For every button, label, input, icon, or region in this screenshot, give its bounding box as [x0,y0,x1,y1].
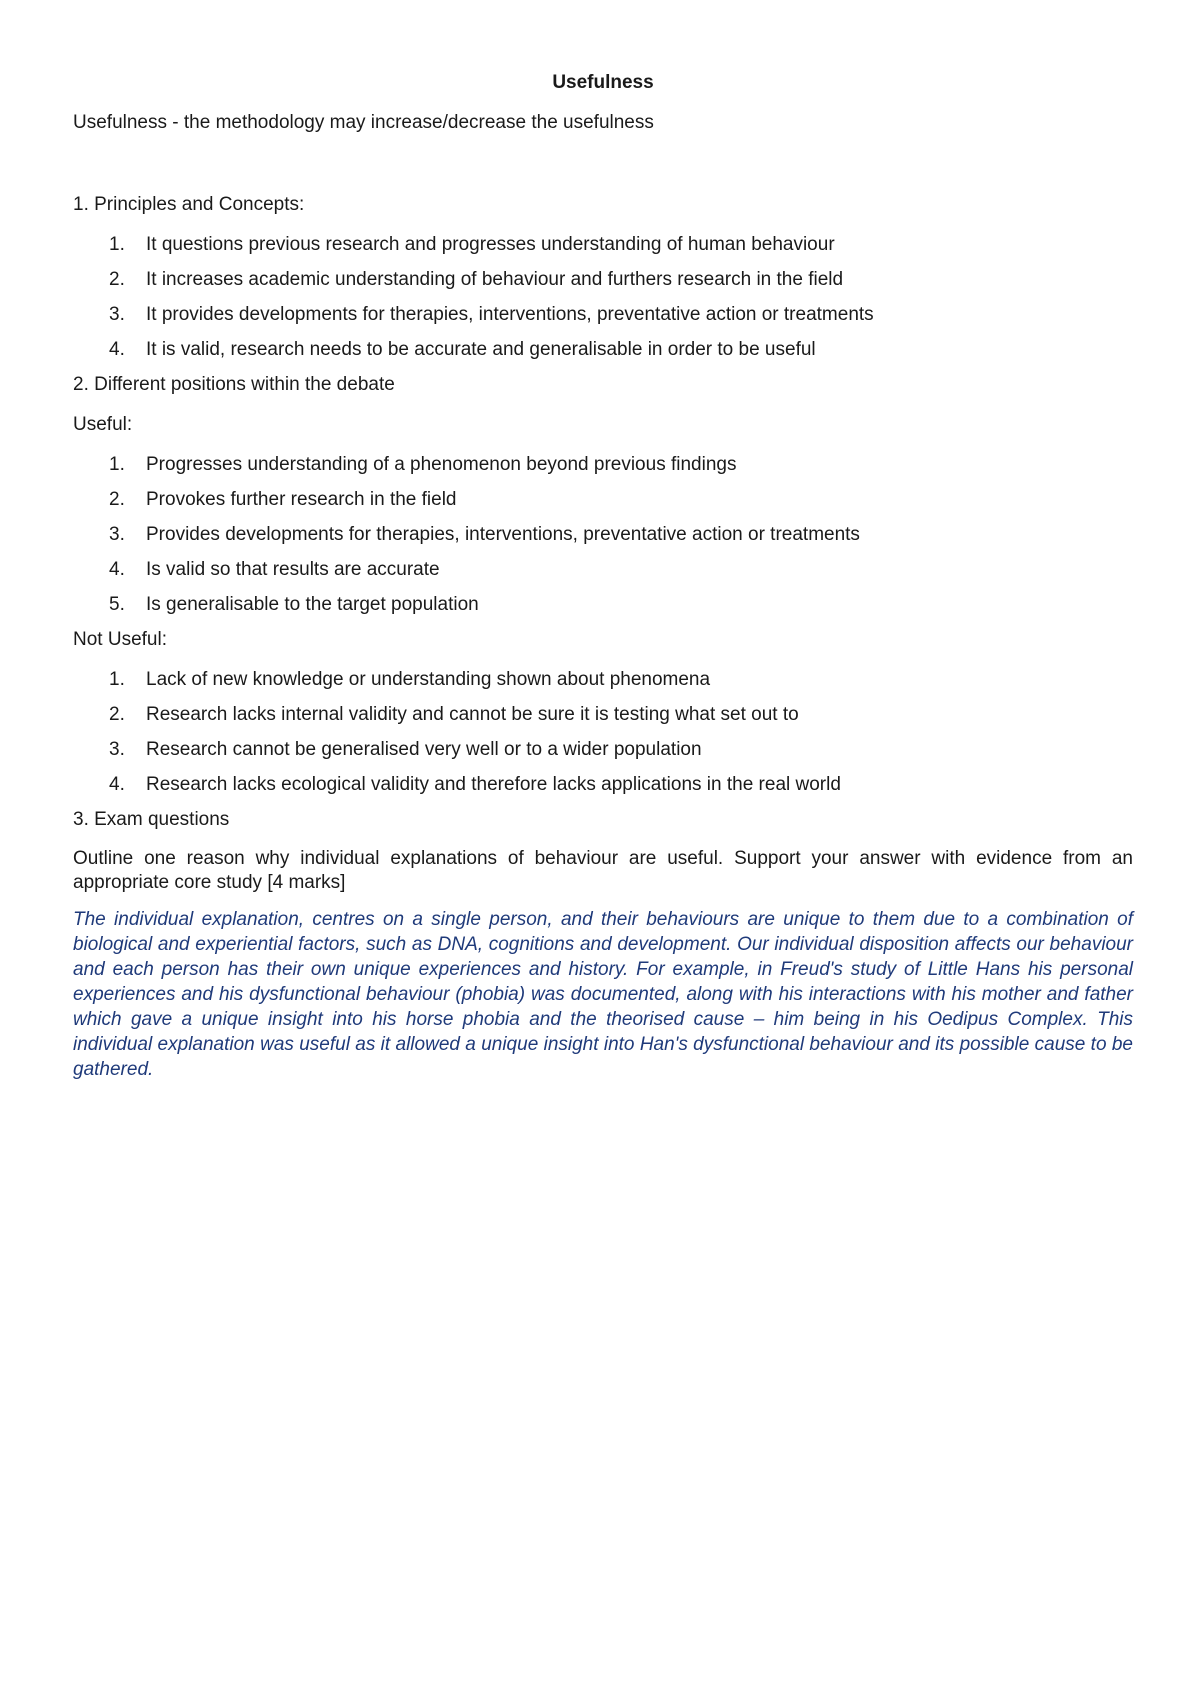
useful-label: Useful: [73,414,133,435]
list-item-text: Research lacks internal validity and cannot be sure it is testing what set out to [146,704,799,725]
exam-answer: The individual explanation, centres on a single person, and their behaviours are unique to them due to a combination of biological and experiential factors, such as DNA, cognitions and development. Our individual disposition affects our behaviour and each person has their own unique experiences and history. For example, in Freud's study of Little Hans his personal experiences and his dysfunctional behaviour (phobia) was documented, along with his interactions with his mother and father which gave a unique insight into his horse phobia and the theorised cause – him being in his Oedipus Complex. This individual explanation was useful as it allowed a unique insight into Han's dysfunctional behaviour and its possible cause to be gathered. [73,909,1133,1080]
list-item [73,267,1133,293]
list-number: 2. [109,704,125,725]
list-number: 1. [109,454,125,475]
list-number: 4. [109,559,125,580]
list-item-text: Provokes further research in the field [146,489,457,510]
list-item [73,452,1133,478]
list-item [73,337,1133,363]
document-title: Usefulness [552,72,654,93]
section-heading-positions: 2. Different positions within the debate [73,374,395,395]
list-item [73,592,1133,618]
list-item [73,302,1133,328]
list-item-text: It is valid, research needs to be accurate and generalisable in order to be useful [146,339,816,360]
list-number: 1. [109,234,125,255]
list-item [73,772,1133,798]
list-item-text: Research lacks ecological validity and therefore lacks applications in the real world [146,774,841,795]
not-useful-list [73,667,1133,798]
list-item [73,667,1133,693]
section-heading-exam: 3. Exam questions [73,809,230,830]
list-item-text: Is generalisable to the target population [146,594,479,615]
exam-question: Outline one reason why individual explanations of behaviour are useful. Support your answer with evidence from an appropriate core study [4 marks] [73,848,1133,893]
list-number: 4. [109,339,125,360]
list-item-text: Is valid so that results are accurate [146,559,440,580]
list-number: 2. [109,269,125,290]
section-heading-principles: 1. Principles and Concepts: [73,194,305,215]
list-item [73,487,1133,513]
useful-list [73,452,1133,618]
list-item [73,232,1133,258]
list-number: 5. [109,594,125,615]
list-item-text: Provides developments for therapies, interventions, preventative action or treatments [146,524,860,545]
list-item [73,702,1133,728]
list-item-text: It provides developments for therapies, interventions, preventative action or treatments [146,304,874,325]
intro-text: Usefulness - the methodology may increase/decrease the usefulness [73,112,654,133]
list-number: 4. [109,774,125,795]
list-item-text: It increases academic understanding of behaviour and furthers research in the field [146,269,844,290]
list-item-text: It questions previous research and progresses understanding of human behaviour [146,234,835,255]
list-item [73,557,1133,583]
document-page [73,70,1133,1082]
principles-list [73,232,1133,363]
list-item [73,522,1133,548]
not-useful-label: Not Useful: [73,629,167,650]
list-number: 3. [109,304,125,325]
list-item-text: Lack of new knowledge or understanding shown about phenomena [146,669,711,690]
list-item [73,737,1133,763]
list-number: 2. [109,489,125,510]
list-number: 3. [109,524,125,545]
list-item-text: Progresses understanding of a phenomenon beyond previous findings [146,454,737,475]
list-item-text: Research cannot be generalised very well or to a wider population [146,739,702,760]
list-number: 1. [109,669,125,690]
list-number: 3. [109,739,125,760]
